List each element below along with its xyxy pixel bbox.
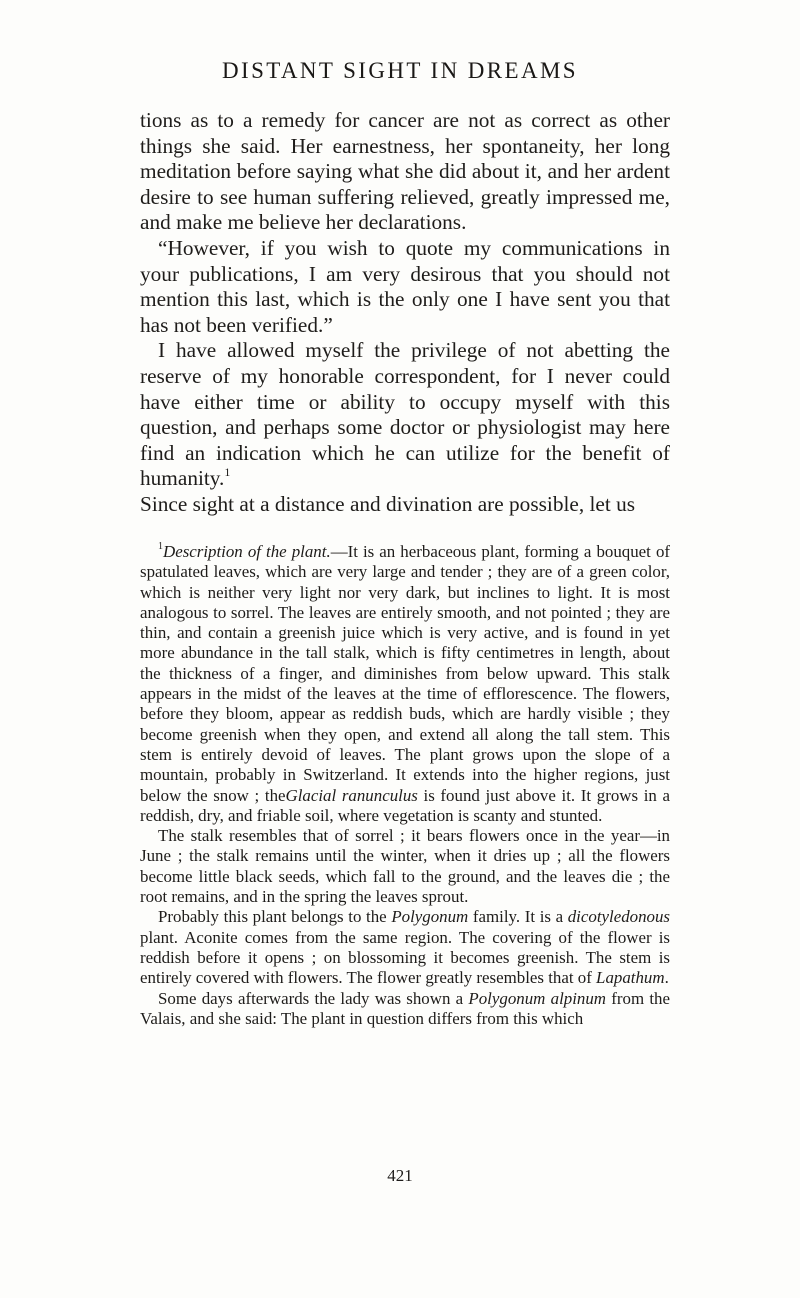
footnote-text: is found just above it. It grows in a reddish, dry, and friable soil, where vegetation is scanty and stunted.: [140, 785, 670, 825]
footnote-text: plant. Aconite comes from the same region. The covering of the flower is reddish before it opens ; on blossoming it becomes greenish. The stem is entirely covered with flowers. The flower greatly resembles that of: [140, 927, 670, 988]
main-text: [140, 108, 670, 518]
page-number: 421: [387, 1166, 413, 1185]
footnote-italic: dicotyledonous: [567, 907, 670, 927]
footnote-italic: Polygonum: [391, 907, 469, 927]
footnote-italic: Polygonum alpinum: [468, 988, 606, 1008]
footnote-italic: Glacial ranunculus: [285, 785, 418, 805]
paragraph: [140, 236, 670, 338]
footnote-text: family. It is a: [468, 907, 568, 927]
footnote-text: —It is an herbaceous plant, forming a bouquet of spatulated leaves, which are very large and tender ; they are of a green color, which is neither very light nor very dark, but inclines to light. It is most analogous to sorrel. The leaves are entirely smooth, and not pointed ; they are thin, and contain a greenish juice which is very active, and is found in yet more abundance in the tall stalk, which is fifty centimetres in length, about the thickness of a finger, and diminishes from below upward. This stalk appears in the midst of the leaves at the time of efflorescence. The flowers, before they bloom, appear as reddish buds, which are hardly visible ; they become greenish when they open, and extend all along the tall stem. This stem is entirely devoid of leaves. The plant grows upon the slope of a mountain, probably in Switzerland. It extends into the higher regions, just below the snow ; the: [140, 542, 671, 805]
footnote-block: [140, 542, 670, 1029]
footnote-text: Probably this plant belongs to the: [158, 907, 392, 927]
footnote-text: .: [664, 968, 669, 988]
footnote-paragraph: [140, 826, 670, 907]
paragraph-text: Since sight at a distance and divination are possible, let us: [140, 491, 636, 516]
paragraph-text: tions as to a remedy for cancer are not as correct as other things she said. Her earnestness, her spontaneity, her long meditation before saying what she did about it, and her ardent desire to see human suffering relieved, greatly impressed me, and make me believe her declarations.: [140, 108, 670, 235]
footnote-paragraph: [140, 907, 670, 988]
footnote: [140, 542, 670, 826]
footnote-marker: 1: [158, 541, 163, 552]
paragraph-text: “However, if you wish to quote my communications in your publications, I am very desirous that you should not mention this last, which is the only one I have sent you that has not been verified.”: [140, 235, 670, 337]
footnote-text: from the Valais, and she said: The plant in question differs from this which: [140, 988, 670, 1028]
running-head: DISTANT SIGHT IN DREAMS: [222, 58, 578, 83]
footnote-italic: Lapathum: [596, 968, 665, 988]
paragraph: [140, 108, 670, 236]
footnote-text: The stalk resembles that of sorrel ; it bears flowers once in the year—in June ; the stalk remains until the winter, when it dries up ; all the flowers become little black seeds, which fall to the ground, and the leaves die ; the root remains, and in the spring the leaves sprout.: [140, 826, 670, 907]
footnote-paragraph: [140, 989, 670, 1030]
paragraph: [140, 492, 670, 518]
footnote-text: Some days afterwards the lady was shown a: [158, 988, 469, 1008]
footnote-title: Description of the plant.: [163, 542, 331, 561]
paragraph: [140, 338, 670, 492]
footnote-reference[interactable]: 1: [224, 465, 231, 480]
paragraph-text: I have allowed myself the privilege of not abetting the reserve of my honorable correspondent, for I never could have either time or ability to occupy myself with this question, and perhaps some doctor or physiologist may here find an indication which he can utilize for the benefit of humanity.: [140, 338, 670, 491]
